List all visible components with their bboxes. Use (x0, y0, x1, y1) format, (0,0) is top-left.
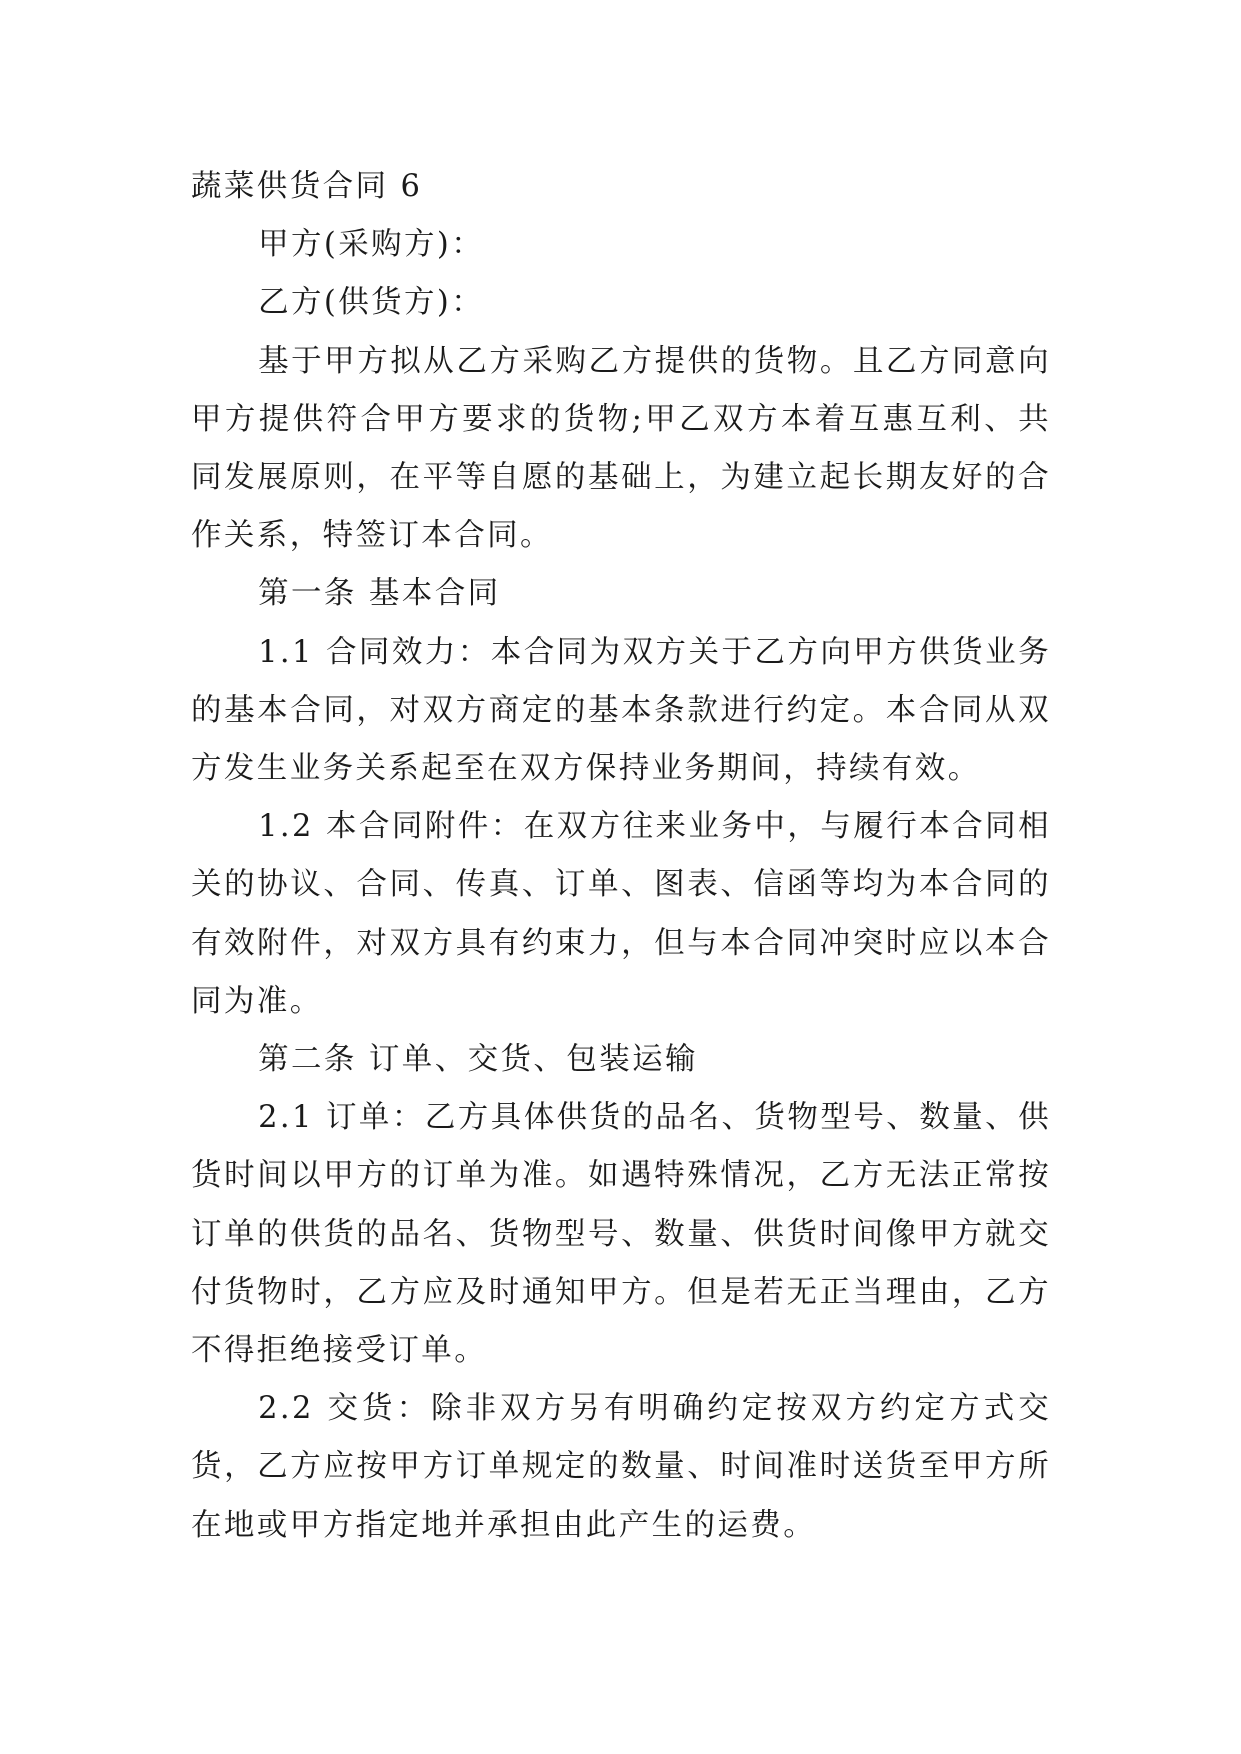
clause-2-1: 2.1 订单：乙方具体供货的品名、货物型号、数量、供货时间以甲方的订单为准。如遇特殊情况，乙方无法正常按订单的供货的品名、货物型号、数量、供货时间像甲方就交付货物时，乙方应及时通知甲方。但是若无正当理由，乙方不得拒绝接受订单。 (191, 1100, 1051, 1369)
preamble-paragraph: 基于甲方拟从乙方采购乙方提供的货物。且乙方同意向甲方提供符合甲方要求的货物;甲乙双方本着互惠互利、共同发展原则，在平等自愿的基础上，为建立起长期友好的合作关系，特签订本合同。 (191, 343, 1051, 554)
article-2-heading: 第二条 订单、交货、包装运输 (258, 1042, 698, 1078)
clause-2-2: 2.2 交货：除非双方另有明确约定按双方约定方式交货，乙方应按甲方订单规定的数量、时间准时送货至甲方所在地或甲方指定地并承担由此产生的运费。 (191, 1391, 1051, 1543)
clause-1-1: 1.1 合同效力：本合同为双方关于乙方向甲方供货业务的基本合同，对双方商定的基本条款进行约定。本合同从双方发生业务关系起至在双方保持业务期间，持续有效。 (191, 634, 1051, 787)
clause-1-2: 1.2 本合同附件：在双方往来业务中，与履行本合同相关的协议、合同、传真、订单、图表、信函等均为本合同的有效附件，对双方具有约束力，但与本合同冲突时应以本合同为准。 (191, 809, 1051, 1019)
party-b-line: 乙方(供货方)： (258, 285, 485, 321)
article-1-heading: 第一条 基本合同 (258, 576, 501, 612)
document-title: 蔬菜供货合同 6 (191, 169, 423, 204)
document-body (191, 158, 1051, 1555)
party-a-line: 甲方(采购方)： (258, 227, 485, 263)
